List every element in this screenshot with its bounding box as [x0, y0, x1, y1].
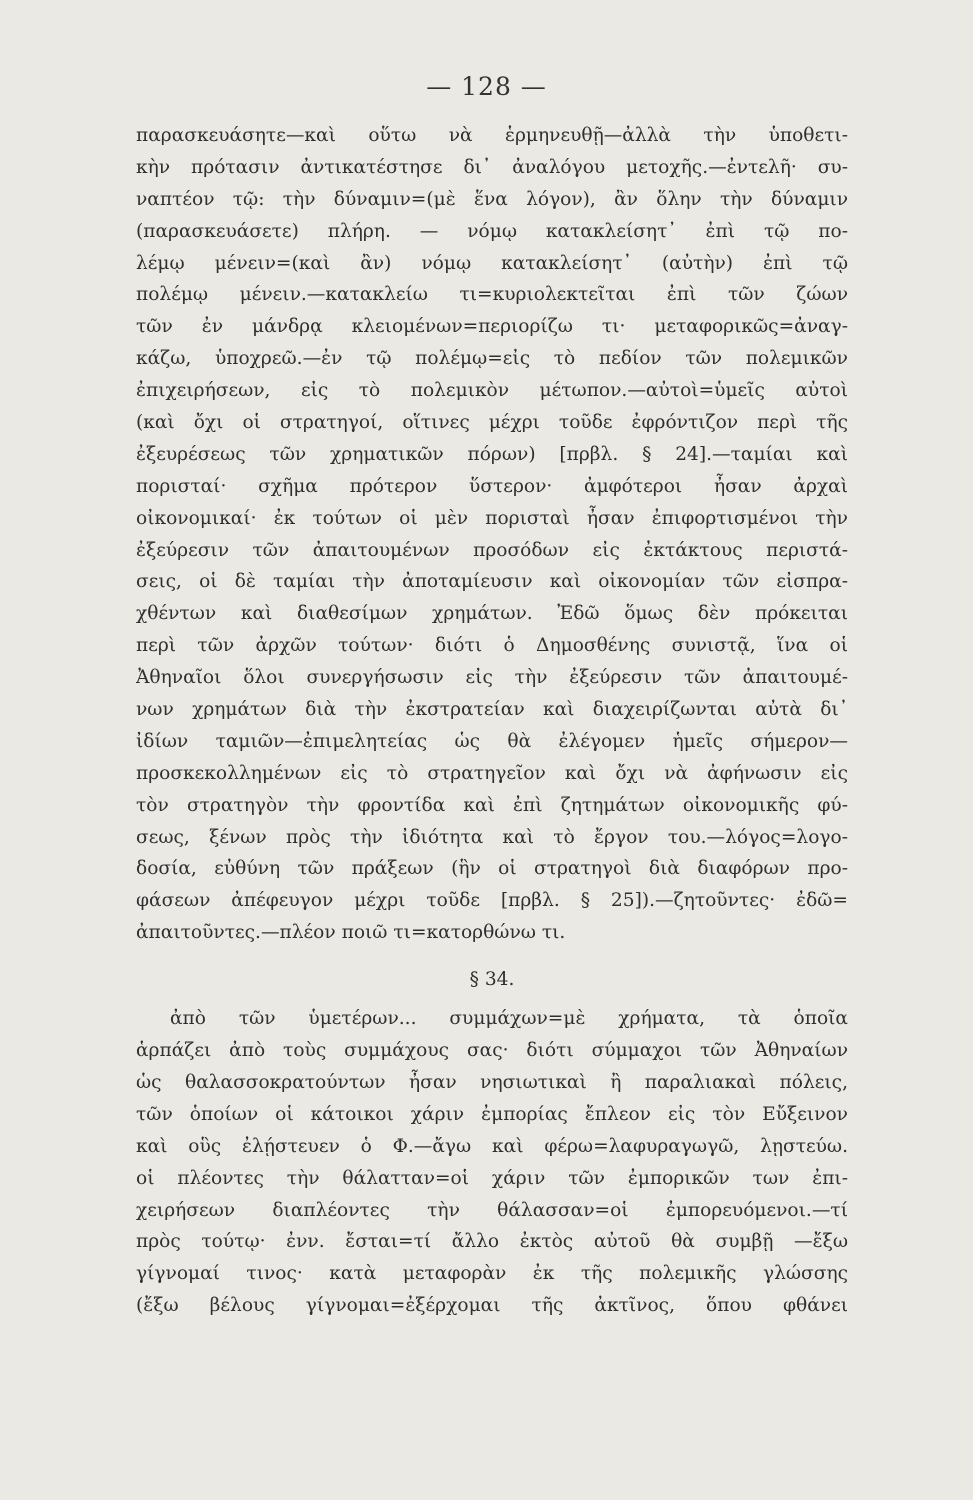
text-line: ἰδίων ταμιῶν—ἐπιμελητείας ὡς θὰ ἐλέγομεν ἡμεῖς σήμερον— [136, 730, 848, 752]
text-line: πολέμῳ μένειν.—κατακλείω τι=κυριολεκτεῖται ἐπὶ τῶν ζώων [136, 284, 848, 306]
page-number: — 128 — [426, 72, 547, 101]
text-line: (παρασκευάσετε) πλήρη. — νόμῳ κατακλείσητ᾽ ἐπὶ τῷ πο- [136, 220, 848, 242]
text-line: ναπτέον τῷ: τὴν δύναμιν=(μὲ ἕνα λόγον), ἂν ὅλην τὴν δύναμιν [136, 188, 848, 210]
paragraph-1 [136, 120, 848, 949]
page-text [136, 120, 848, 1322]
text-line: φάσεων ἀπέφευγον μέχρι τοῦδε [πρβλ. § 25]).—ζητοῦντες· ἐδῶ= [136, 890, 848, 912]
text-line: τῶν ἐν μάνδρᾳ κλειομένων=περιορίζω τι· μεταφορικῶς=ἀναγ- [136, 316, 848, 338]
text-line: τὸν στρατηγὸν τὴν φροντίδα καὶ ἐπὶ ζητημάτων οἰκονομικῆς φύ- [136, 794, 848, 816]
text-line: γίγνομαί τινος· κατὰ μεταφορὰν ἐκ τῆς πολεμικῆς γλώσσης [136, 1263, 848, 1285]
text-line: πορισταί· σχῆμα πρότερον ὕστερον· ἀμφότεροι ἦσαν ἀρχαὶ [136, 475, 848, 497]
text-line: καὶ οὓς ἐλῄστευεν ὁ Φ.—ἄγω καὶ φέρω=λαφυραγωγῶ, λῃστεύω. [136, 1135, 848, 1157]
text-line: δοσία, εὐθύνη τῶν πράξεων (ἣν οἱ στρατηγοὶ διὰ διαφόρων προ- [136, 858, 848, 880]
text-line: περὶ τῶν ἀρχῶν τούτων· διότι ὁ Δημοσθένης συνιστᾷ, ἵνα οἱ [136, 635, 848, 657]
text-line: λέμῳ μένειν=(καὶ ἂν) νόμῳ κατακλείσητ᾽ (αὐτὴν) ἐπὶ τῷ [136, 252, 848, 274]
text-line: προσκεκολλημένων εἰς τὸ στρατηγεῖον καὶ ὄχι νὰ ἀφήνωσιν εἰς [136, 762, 848, 784]
text-line: σεως, ξένων πρὸς τὴν ἰδιότητα καὶ τὸ ἔργον του.—λόγος=λογο- [136, 826, 848, 848]
text-line: ἐξευρέσεως τῶν χρηματικῶν πόρων) [πρβλ. § 24].—ταμίαι καὶ [136, 443, 848, 465]
text-line: ἐξεύρεσιν τῶν ἀπαιτουμένων προσόδων εἰς ἐκτάκτους περιστά- [136, 539, 848, 561]
text-line: ἀπὸ τῶν ὑμετέρων... συμμάχων=μὲ χρήματα, τὰ ὁποῖα [170, 1008, 848, 1030]
text-line: κάζω, ὑποχρεῶ.—ἐν τῷ πολέμῳ=εἰς τὸ πεδίον τῶν πολεμικῶν [136, 348, 848, 370]
text-line: χειρήσεων διαπλέοντες τὴν θάλασσαν=οἱ ἐμπορευόμενοι.—τί [136, 1199, 848, 1221]
text-line: πρὸς τούτῳ· ἐνν. ἔσται=τί ἄλλο ἐκτὸς αὐτοῦ θὰ συμβῇ —ἔξω [136, 1231, 848, 1253]
text-line: (ἔξω βέλους γίγνομαι=ἐξέρχομαι τῆς ἀκτῖνος, ὅπου φθάνει [136, 1295, 848, 1317]
text-line: παρασκευάσητε—καὶ οὕτω νὰ ἑρμηνευθῇ—ἀλλὰ τὴν ὑποθετι- [136, 125, 848, 146]
text-line: ἐπιχειρήσεων, εἰς τὸ πολεμικὸν μέτωπον.—αὐτοὶ=ὑμεῖς αὐτοὶ [136, 380, 848, 402]
text-line: (καὶ ὄχι οἱ στρατηγοί, οἵτινες μέχρι τοῦδε ἐφρόντιζον περὶ τῆς [136, 412, 848, 434]
paragraph-2 [136, 1003, 848, 1322]
text-line: νων χρημάτων διὰ τὴν ἐκστρατείαν καὶ διαχειρίζωνται αὐτὰ δι᾽ [136, 699, 848, 721]
text-line: κὴν πρότασιν ἀντικατέστησε δι᾽ ἀναλόγου μετοχῆς.—ἐντελῆ· συ- [136, 156, 848, 178]
text-line: οἱ πλέοντες τὴν θάλατταν=οἱ χάριν τῶν ἐμπορικῶν των ἐπι- [136, 1167, 848, 1189]
section-heading: § 34. [469, 969, 515, 991]
text-line: Ἀθηναῖοι ὅλοι συνεργήσωσιν εἰς τὴν ἐξεύρεσιν τῶν ἀπαιτουμέ- [136, 667, 848, 689]
text-line: ἁρπάζει ἀπὸ τοὺς συμμάχους σας· διότι σύμμαχοι τῶν Ἀθηναίων [136, 1040, 848, 1062]
text-line: ὡς θαλασσοκρατούντων ἦσαν νησιωτικαὶ ἢ παραλιακαὶ πόλεις, [136, 1071, 848, 1093]
text-line: τῶν ὁποίων οἱ κάτοικοι χάριν ἐμπορίας ἔπλεον εἰς τὸν Εὔξεινον [136, 1103, 848, 1125]
text-line: χθέντων καὶ διαθεσίμων χρημάτων. Ἐδῶ ὅμως δὲν πρόκειται [136, 603, 848, 625]
text-line: οἰκονομικαί· ἐκ τούτων οἱ μὲν πορισταὶ ἦσαν ἐπιφορτισμένοι τὴν [136, 507, 848, 529]
text-line: ἀπαιτοῦντες.—πλέον ποιῶ τι=κατορθώνω τι. [136, 922, 566, 944]
text-line: σεις, οἱ δὲ ταμίαι τὴν ἀποταμίευσιν καὶ οἰκονομίαν τῶν εἰσπρα- [136, 571, 848, 593]
